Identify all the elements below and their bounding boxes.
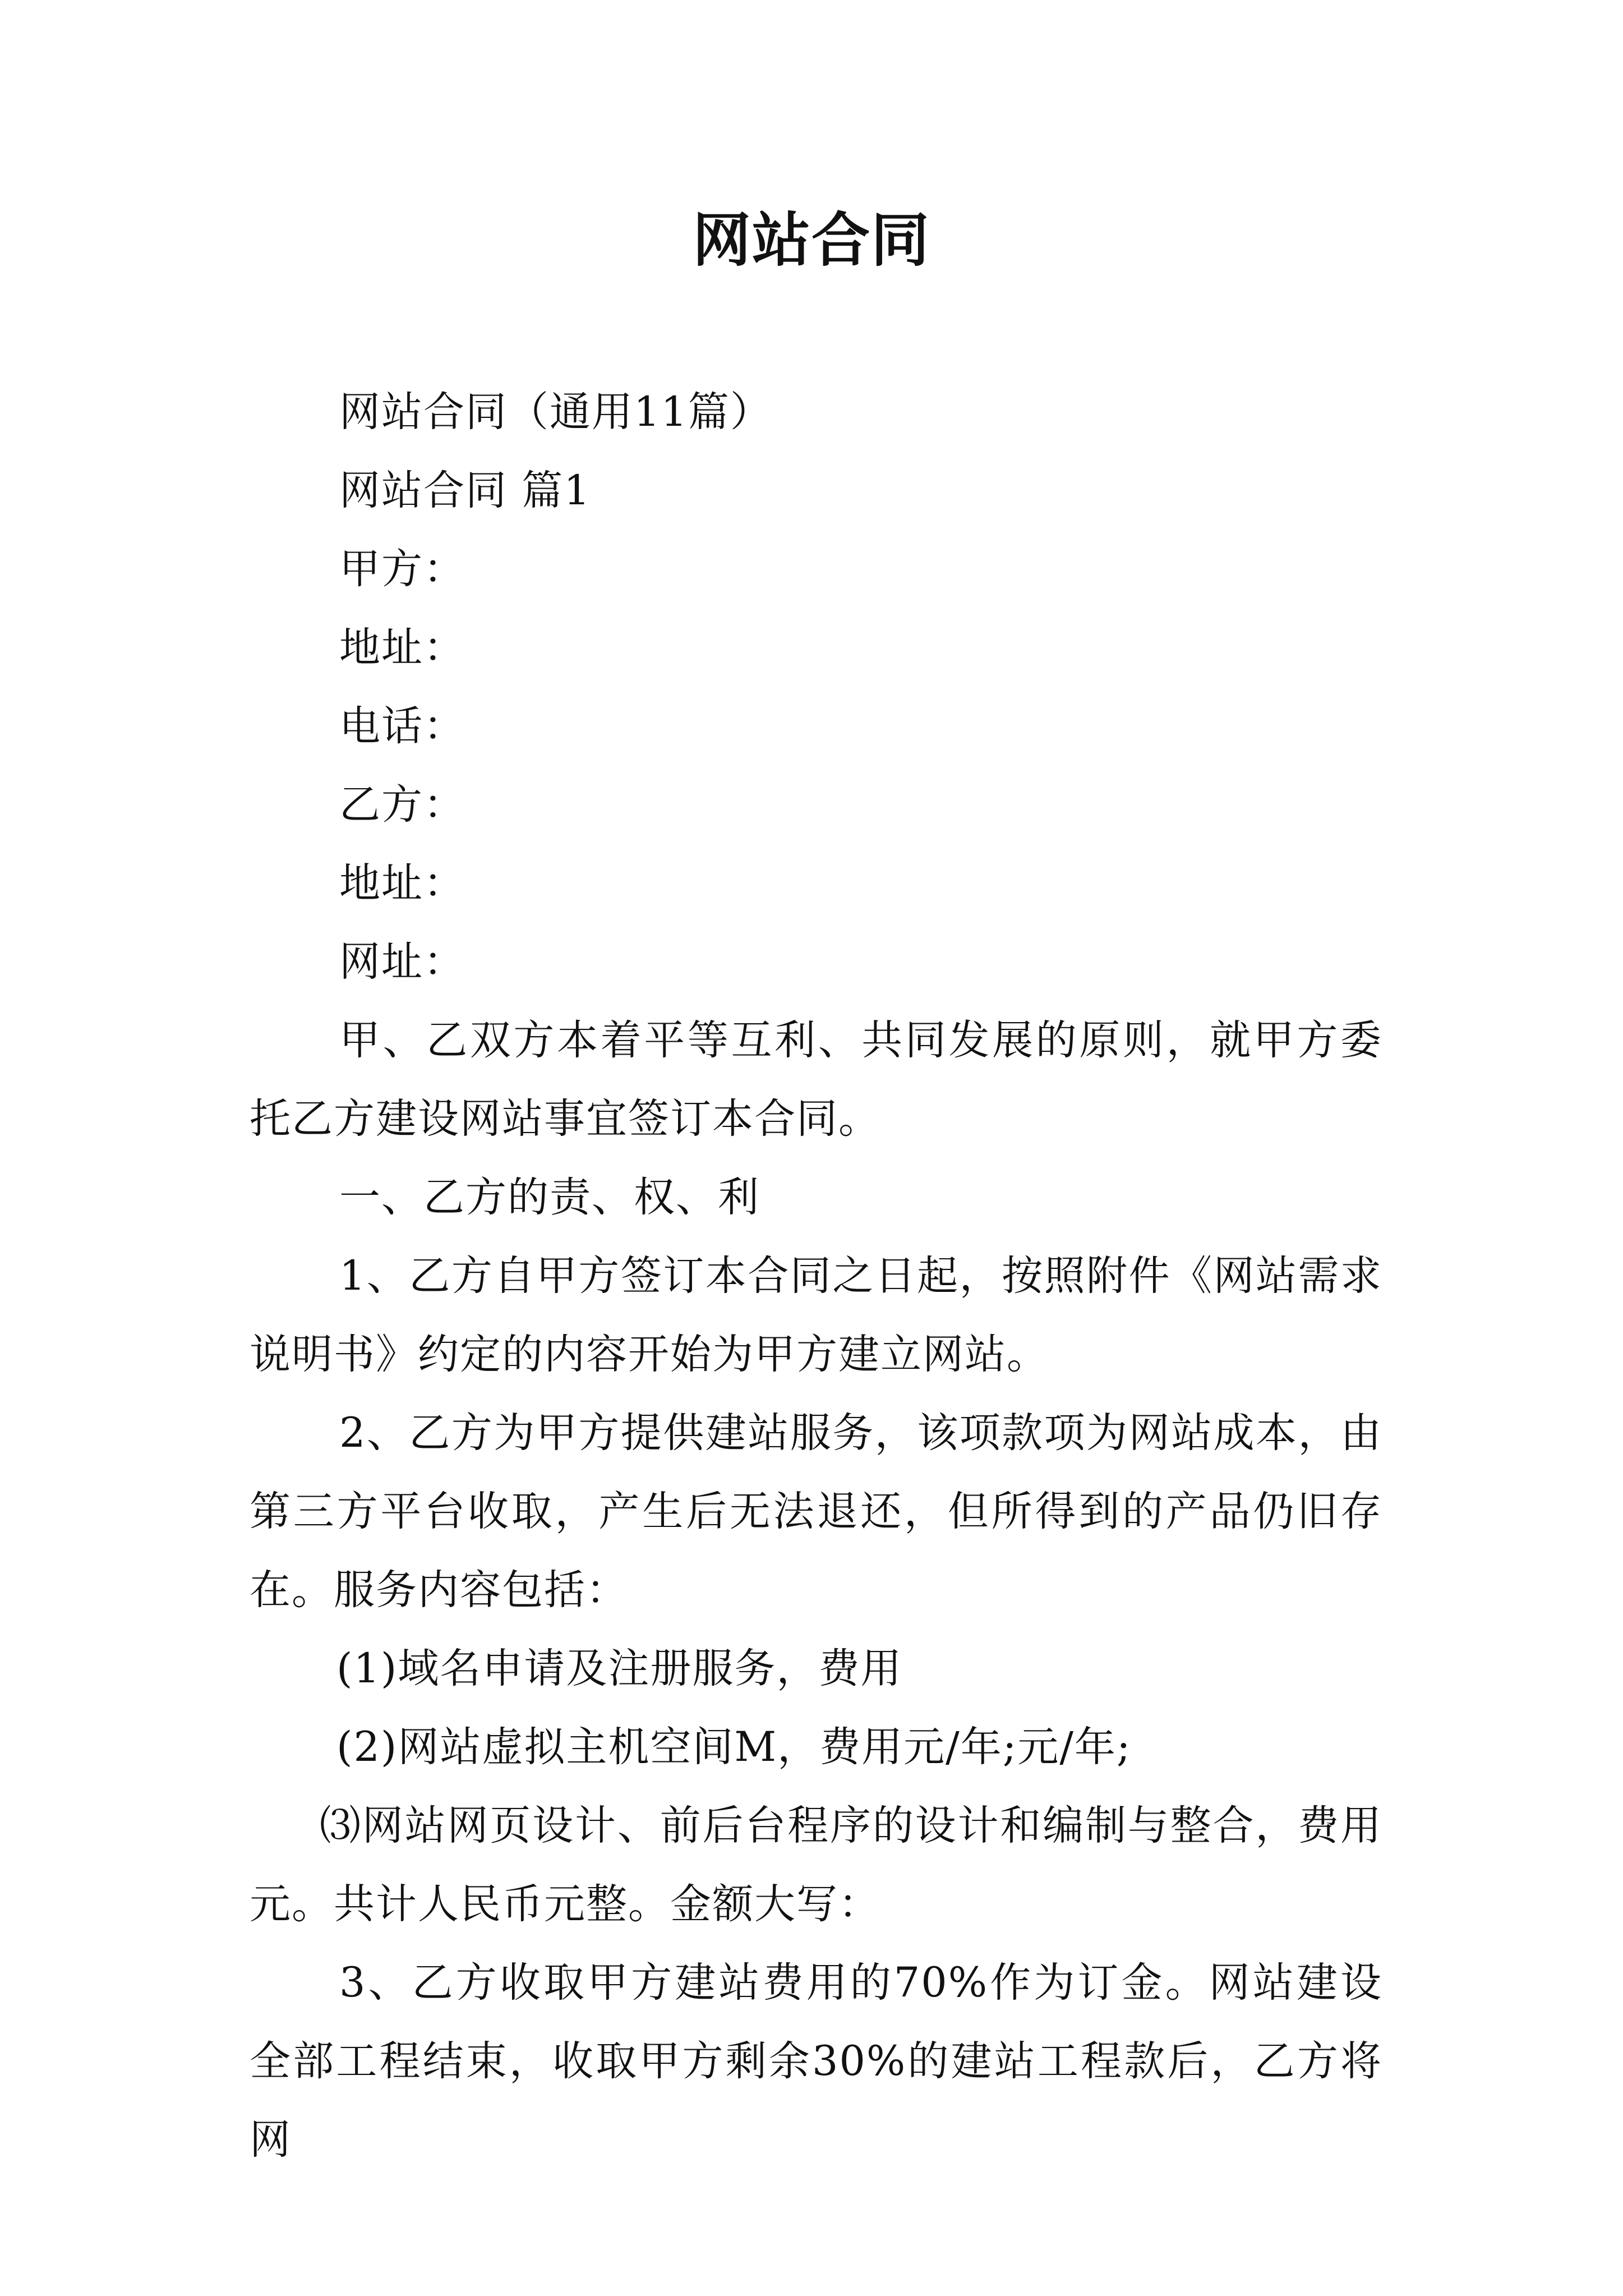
paragraph: 网站合同（通用11篇） (339, 388, 772, 436)
section-heading: 一、乙方的责、权、利 (339, 1174, 760, 1221)
document-title: 网站合同 (692, 205, 930, 274)
paragraph: 甲、乙双方本着平等互利、共同发展的原则，就甲方委托乙方建设网站事宜签订本合同。 (250, 1016, 1382, 1143)
paragraph: 地址： (339, 859, 465, 907)
paragraph: 网址： (339, 938, 465, 986)
document-body (250, 373, 1382, 2179)
paragraph: 甲方： (339, 545, 465, 593)
paragraph: 地址： (339, 624, 465, 671)
paragraph: 电话： (339, 702, 465, 750)
paragraph: 乙方： (339, 781, 465, 829)
list-item: ⑶网站网页设计、前后台程序的设计和编制与整合，费用元。共计人民币元整。金额大写： (250, 1802, 1382, 1928)
list-item: (1)域名申请及注册服务，费用 (336, 1645, 903, 1692)
list-item: (2)网站虚拟主机空间M，费用元/年;元/年; (336, 1723, 1132, 1771)
paragraph: 1、乙方自甲方签订本合同之日起，按照附件《网站需求说明书》约定的内容开始为甲方建立网站。 (250, 1252, 1382, 1378)
paragraph: 3、乙方收取甲方建站费用的70%作为订金。网站建设全部工程结束，收取甲方剩余30%的建站工程款后，乙方将网 (250, 1959, 1382, 2164)
paragraph: 网站合同 篇1 (339, 467, 591, 514)
paragraph: 2、乙方为甲方提供建站服务，该项款项为网站成本，由第三方平台收取，产生后无法退还，但所得到的产品仍旧存在。服务内容包括： (250, 1409, 1382, 1614)
